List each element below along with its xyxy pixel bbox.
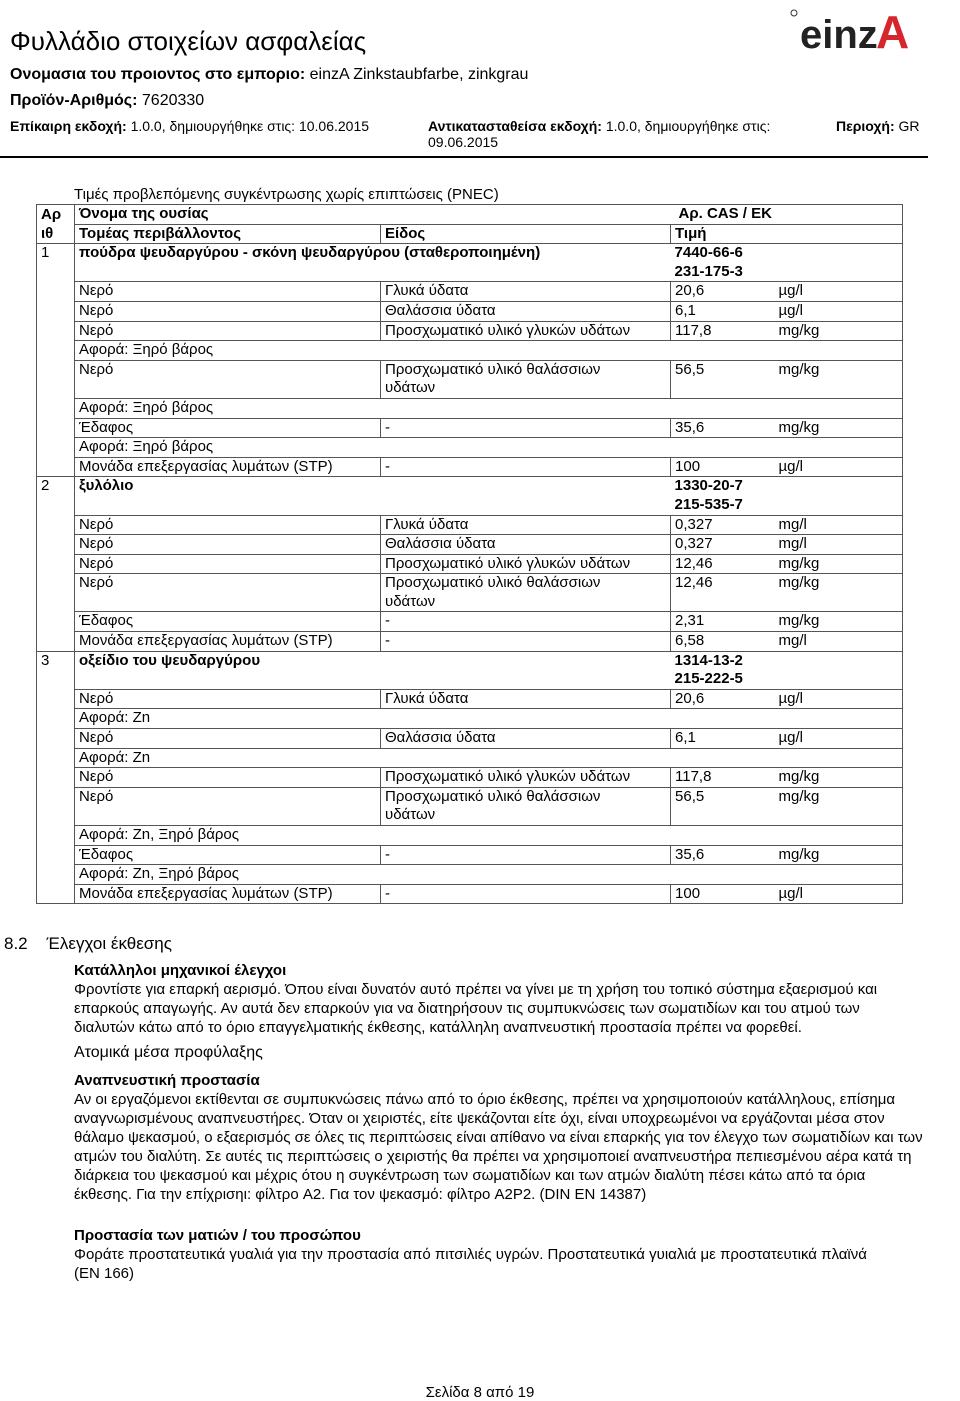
pnec-unit: µg/l [779, 301, 903, 321]
value-type: Προσχωματικό υλικό θαλάσσιων [381, 574, 671, 593]
pnec-unit: µg/l [779, 282, 903, 302]
value-row [37, 554, 903, 574]
value-type: Προσχωματικό υλικό θαλάσσιων [381, 360, 671, 379]
value-type: Γλυκά ύδατα [381, 689, 671, 709]
pnec-value: 117,8 [671, 768, 779, 788]
substance-name: πούδρα ψευδαργύρου - σκόνη ψευδαργύρου (σταθεροποιημένη) [75, 244, 671, 263]
pnec-unit: mg/kg [779, 612, 903, 632]
header-divider [0, 156, 928, 158]
value-row [37, 321, 903, 341]
substance-row [37, 496, 903, 515]
environment-sector: Έδαφος [75, 845, 381, 865]
col-value-header: Τιμή [671, 224, 903, 244]
value-row [37, 768, 903, 788]
substance-cas: 7440-66-6 [671, 244, 903, 263]
pnec-unit: mg/kg [779, 554, 903, 574]
substance-name: οξείδιο του ψευδαργύρου [75, 651, 671, 670]
substance-cas: 1330-20-7 [671, 477, 903, 496]
pnec-value: 0,327 [671, 515, 779, 535]
environment-sector: Νερό [75, 360, 381, 398]
note-row [37, 826, 903, 846]
substance-row [37, 263, 903, 282]
value-row [37, 845, 903, 865]
pnec-value: 20,6 [671, 282, 779, 302]
product-name: Ονομασια του προιοντος στο εμποριο: einzA Zinkstaubfarbe, zinkgrau [10, 66, 529, 83]
pnec-value: 100 [671, 884, 779, 904]
substance-row [37, 477, 903, 496]
value-row [37, 535, 903, 555]
environment-sector: Μονάδα επεξεργασίας λυμάτων (STP) [75, 632, 381, 652]
environment-sector: Μονάδα επεξεργασίας λυμάτων (STP) [75, 457, 381, 477]
pnec-unit: mg/kg [779, 574, 903, 612]
value-row [37, 282, 903, 302]
value-type: - [381, 884, 671, 904]
value-type: - [381, 632, 671, 652]
environment-sector: Νερό [75, 554, 381, 574]
environment-sector: Νερό [75, 321, 381, 341]
substance-name: ξυλόλιο [75, 477, 671, 496]
svg-text:einz: einz [800, 13, 878, 54]
substance-name-cont [75, 263, 671, 282]
value-type: Γλυκά ύδατα [381, 515, 671, 535]
pnec-value: 12,46 [671, 574, 779, 612]
value-type: Θαλάσσια ύδατα [381, 535, 671, 555]
value-type: Γλυκά ύδατα [381, 282, 671, 302]
pnec-value: 35,6 [671, 845, 779, 865]
substance-cas: 1314-13-2 [671, 651, 903, 670]
environment-sector: Νερό [75, 574, 381, 612]
value-row [37, 418, 903, 438]
note-row [37, 748, 903, 768]
environment-sector: Έδαφος [75, 418, 381, 438]
substance-ec: 231-175-3 [671, 263, 903, 282]
value-row [37, 612, 903, 632]
pnec-unit: mg/l [779, 632, 903, 652]
environment-sector: Νερό [75, 301, 381, 321]
value-type-cont: υδάτων [381, 593, 671, 612]
eye-protection-text: Φοράτε προστατευτικά γυαλιά για την προστασία από πιτσιλιές υγρών. Προστατευτικά γυιαλιά με προστατευτικά πλαϊνά (EN 166) [74, 1246, 867, 1282]
section-8-2-heading: 8.2 Έλεγχοι έκθεσης [4, 934, 172, 953]
value-type: - [381, 612, 671, 632]
pnec-unit: mg/kg [779, 845, 903, 865]
note-row [37, 341, 903, 361]
current-version: Επίκαιρη εκδοχή: 1.0.0, δημιουργήθηκε στις: 10.06.2015 [10, 118, 370, 134]
value-row [37, 787, 903, 806]
pnec-unit: µg/l [779, 457, 903, 477]
pnec-unit: mg/kg [779, 768, 903, 788]
eye-protection-title: Προστασία των ματιών / του προσώπου [74, 1227, 361, 1244]
substance-number: 1 [37, 244, 75, 477]
value-type: - [381, 457, 671, 477]
pnec-value: 100 [671, 457, 779, 477]
pnec-unit: mg/l [779, 515, 903, 535]
pnec-value: 35,6 [671, 418, 779, 438]
value-type: Προσχωματικό υλικό θαλάσσιων [381, 787, 671, 806]
pnec-value: 56,5 [671, 360, 779, 398]
reference-note: Αφορά: Ξηρό βάρος [75, 398, 903, 418]
document-title: Φυλλάδιο στοιχείων ασφαλείας [10, 26, 367, 56]
engineering-controls-text: Φροντίστε για επαρκή αερισμό. Όπου είναι δυνατόν αυτό πρέπει να γίνει με τη χρήση του τοπικό σύστημα εξαερισμού και επαρκούς απαγωγής. Αν αυτά δεν επαρκούν για να διατηρήσουν τις συμπυκνώσεις των σωματιδίων και του ατμού των διαλυτών κάτω από το όριο επαγγελματικής έκθεσης, κατάλληλη αναπνευστική προστασία πρέπει να φορεθεί. [74, 981, 878, 1036]
pnec-value: 6,58 [671, 632, 779, 652]
substance-row [37, 670, 903, 689]
replaced-version: Αντικατασταθείσα εκδοχή: 1.0.0, δημιουργήθηκε στις: [428, 118, 771, 134]
reference-note: Αφορά: Ξηρό βάρος [75, 341, 903, 361]
reference-note: Αφορά: Zn [75, 709, 903, 729]
value-row [37, 689, 903, 709]
col-type-header: Είδος [381, 224, 671, 244]
value-type: Θαλάσσια ύδατα [381, 301, 671, 321]
value-type: - [381, 845, 671, 865]
substance-name-cont [75, 496, 671, 515]
col-no-header: Αρ ιθ [37, 205, 75, 244]
pnec-value: 0,327 [671, 535, 779, 555]
page-number: Σελίδα 8 από 19 [425, 1384, 535, 1401]
reference-note: Αφορά: Ξηρό βάρος [75, 438, 903, 458]
substance-row [37, 651, 903, 670]
respiratory-protection-text: Αν οι εργαζόμενοι εκτίθενται σε συμπυκνώσεις πάνω από το όριο έκθεσης, πρέπει να χρησιμοποιούν κατάλληλους, επίσημα αναγνωρισμένους αναπνευστήρες. Όταν οι χειριστές, είτε ψεκάζονται είτε όχι, είναι υποχρεωμένοι να εργάζονται μέσα στον θάλαμο ψεκασμού, ο εξαερισμός σε όλες τις περιπτώσεις είναι απίθανο να είναι επαρκής για τον έλεγχο των σωματιδίων και των ατμών του διαλύτη. Σε αυτές τις περιπτώσεις ο χειριστής θα πρέπει να χρησιμοποιεί αναπνευστήρα πεπιεσμένου αέρα κατά τη διάρκεια του ψεκασμού και μέχρις ότου η συγκέντρωση των σωματιδίων και των ατμών διαλύτη πέσει κάτω από τα όρια έκθεσης. Για την επίχρισηι: φίλτρο A2. Για τον ψεκασμό: φίλτρο A2P2. (DIN EN 14387) [74, 1091, 923, 1203]
environment-sector: Νερό [75, 768, 381, 788]
col-cas-header: Αρ. CAS / ΕΚ [671, 205, 903, 225]
value-row [37, 574, 903, 593]
reference-note: Αφορά: Zn [75, 748, 903, 768]
pnec-value: 6,1 [671, 301, 779, 321]
substance-ec: 215-535-7 [671, 496, 903, 515]
pnec-table [36, 204, 903, 904]
pnec-unit: mg/l [779, 535, 903, 555]
note-row [37, 865, 903, 885]
svg-text:A: A [876, 6, 910, 54]
pnec-unit: µg/l [779, 729, 903, 749]
substance-number: 3 [37, 651, 75, 904]
value-type-cont: υδάτων [381, 379, 671, 398]
pnec-unit: mg/kg [779, 321, 903, 341]
environment-sector: Νερό [75, 515, 381, 535]
substance-number: 2 [37, 477, 75, 651]
col-sector-header: Τομέας περιβάλλοντος [75, 224, 381, 244]
ppe-title: Ατομικά μέσα προφύλαξης [74, 1044, 263, 1061]
value-row [37, 457, 903, 477]
replaced-version-date: 09.06.2015 [428, 134, 499, 150]
pnec-value: 6,1 [671, 729, 779, 749]
col-substance-header: Όνομα της ουσίας [75, 205, 671, 225]
environment-sector: Μονάδα επεξεργασίας λυμάτων (STP) [75, 884, 381, 904]
environment-sector: Νερό [75, 729, 381, 749]
pnec-unit: mg/kg [779, 787, 903, 825]
value-row [37, 515, 903, 535]
value-row [37, 632, 903, 652]
pnec-value: 12,46 [671, 554, 779, 574]
product-number: Προϊόν-Αριθμός: 7620330 [10, 92, 205, 109]
table-header-row [37, 224, 903, 244]
value-row [37, 884, 903, 904]
value-type: Θαλάσσια ύδατα [381, 729, 671, 749]
substance-name-cont [75, 670, 671, 689]
environment-sector: Νερό [75, 787, 381, 825]
value-type: Προσχωματικό υλικό γλυκών υδάτων [381, 554, 671, 574]
environment-sector: Νερό [75, 689, 381, 709]
value-type: Προσχωματικό υλικό γλυκών υδάτων [381, 321, 671, 341]
value-type: Προσχωματικό υλικό γλυκών υδάτων [381, 768, 671, 788]
reference-note: Αφορά: Zn, Ξηρό βάρος [75, 826, 903, 846]
environment-sector: Νερό [75, 282, 381, 302]
region: Περιοχή: GR [836, 118, 920, 134]
note-row [37, 398, 903, 418]
pnec-unit: µg/l [779, 689, 903, 709]
environment-sector: Έδαφος [75, 612, 381, 632]
note-row [37, 438, 903, 458]
table-header-row [37, 205, 903, 225]
reference-note: Αφορά: Zn, Ξηρό βάρος [75, 865, 903, 885]
value-type-cont: υδάτων [381, 806, 671, 825]
einza-logo [790, 4, 912, 54]
substance-row [37, 244, 903, 263]
value-type: - [381, 418, 671, 438]
respiratory-protection-title: Αναπνευστική προστασία [74, 1072, 260, 1089]
value-row [37, 360, 903, 379]
pnec-value: 2,31 [671, 612, 779, 632]
pnec-unit: mg/kg [779, 360, 903, 398]
value-row [37, 301, 903, 321]
pnec-value: 117,8 [671, 321, 779, 341]
pnec-unit: µg/l [779, 884, 903, 904]
pnec-value: 56,5 [671, 787, 779, 825]
pnec-unit: mg/kg [779, 418, 903, 438]
value-row [37, 729, 903, 749]
substance-ec: 215-222-5 [671, 670, 903, 689]
pnec-title: Τιμές προβλεπόμενης συγκέντρωσης χωρίς επιπτώσεις (PNEC) [74, 186, 499, 203]
pnec-value: 20,6 [671, 689, 779, 709]
note-row [37, 709, 903, 729]
engineering-controls-title: Κατάλληλοι μηχανικοί έλεγχοι [74, 962, 287, 979]
environment-sector: Νερό [75, 535, 381, 555]
